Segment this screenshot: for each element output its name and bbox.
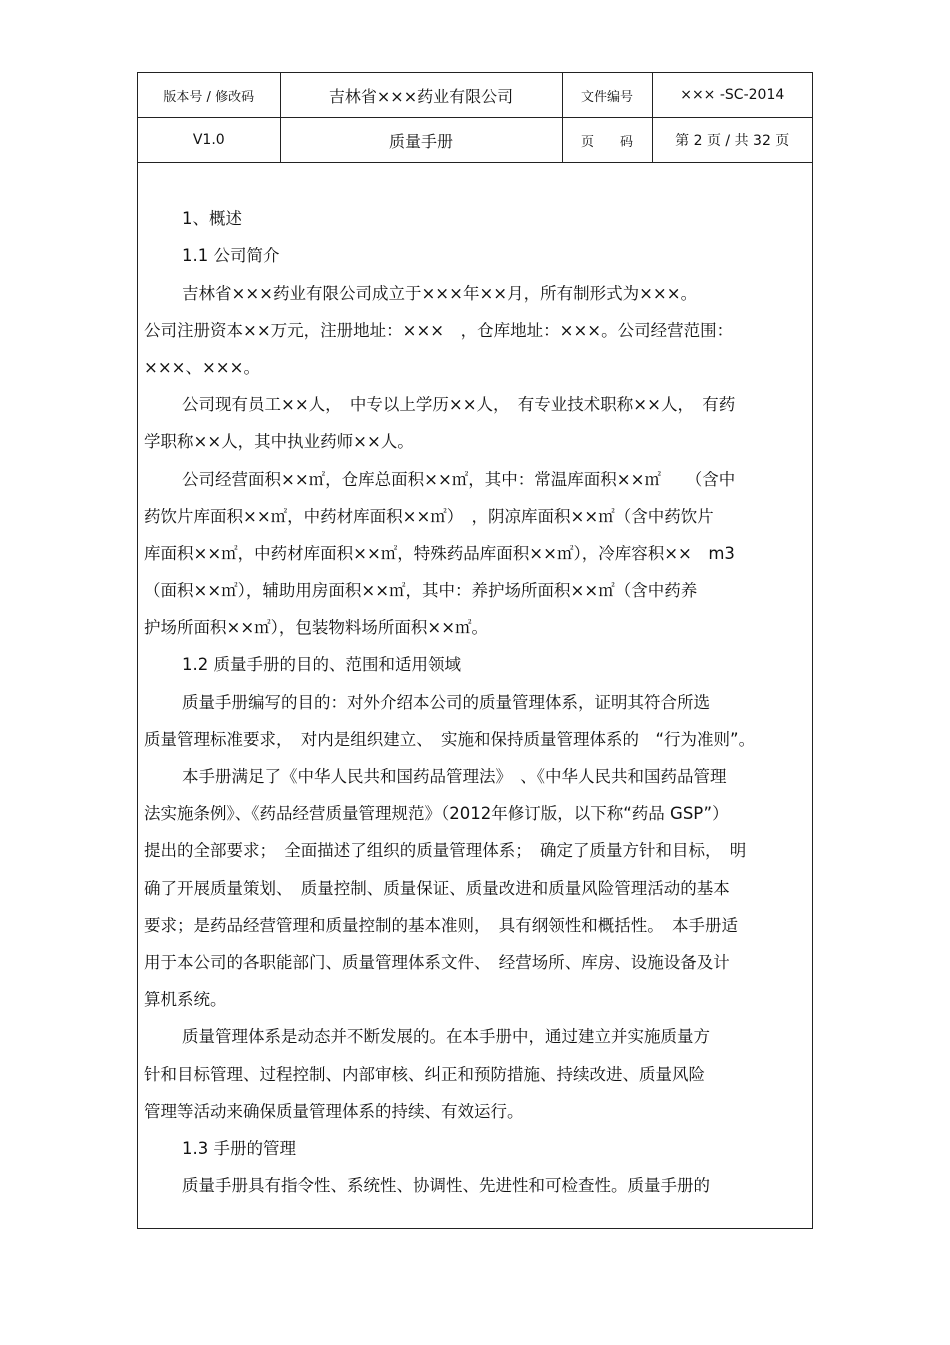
paragraph-line: 针和目标管理、过程控制、内部审核、纠正和预防措施、持续改进、质量风险 <box>144 1064 705 1084</box>
paragraph-line: 公司经营面积××㎡，仓库总面积××㎡，其中：常温库面积××㎡ （含中 <box>182 469 736 489</box>
paragraph-line: 吉林省×××药业有限公司成立于×××年××月，所有制形式为×××。 <box>182 283 698 303</box>
header-row-2 <box>138 118 812 163</box>
paragraph-line: （面积××㎡），辅助用房面积××㎡，其中：养护场所面积××㎡（含中药养 <box>144 581 698 601</box>
document-header-table <box>138 73 812 163</box>
paragraph-line: 质量手册编写的目的：对外介绍本公司的质量管理体系，证明其符合所选 <box>182 692 710 712</box>
paragraph-line: 要求；是药品经营管理和质量控制的基本准则， 具有纲领性和概括性。 本手册适 <box>144 915 738 935</box>
paragraph-line: 质量手册具有指令性、系统性、协调性、先进性和可检查性。质量手册的 <box>182 1176 710 1196</box>
company-name: 吉林省×××药业有限公司 <box>280 73 562 118</box>
spacer-line <box>144 163 808 200</box>
header-row-1 <box>138 73 812 118</box>
paragraph-line: 本手册满足了《中华人民共和国药品管理法》 、《中华人民共和国药品管理 <box>182 767 727 786</box>
page-info: 第 2 页 / 共 32 页 <box>652 118 812 163</box>
paragraph-line: 库面积××㎡，中药材库面积××㎡，特殊药品库面积××㎡），冷库容积×× m3 <box>144 543 735 563</box>
paragraph-line: 护场所面积××㎡），包装物料场所面积××㎡。 <box>144 618 489 638</box>
version-label: 版本号 / 修改码 <box>138 73 280 118</box>
doc-number-label: 文件编号 <box>562 73 652 118</box>
document-page <box>137 72 813 1229</box>
paragraph-line: 用于本公司的各职能部门、质量管理体系文件、 经营场所、库房、设施设备及计 <box>144 952 730 972</box>
page-label: 页 码 <box>562 118 652 163</box>
paragraph-line: 管理等活动来确保质量管理体系的持续、有效运行。 <box>144 1101 524 1121</box>
paragraph-line: 算机系统。 <box>144 990 227 1010</box>
paragraph-line: 公司现有员工××人， 中专以上学历××人， 有专业技术职称××人， 有药 <box>182 395 736 415</box>
paragraph-line: 质量管理标准要求， 对内是组织建立、 实施和保持质量管理体系的 “行为准则”。 <box>144 729 756 749</box>
subsection-heading: 1.1 公司简介 <box>182 246 280 266</box>
subsection-heading: 1.2 质量手册的目的、范围和适用领域 <box>182 655 461 675</box>
paragraph-line: 药饮片库面积××㎡，中药材库面积××㎡） ，阴凉库面积××㎡（含中药饮片 <box>144 506 714 526</box>
section-heading: 1、概述 <box>182 209 242 229</box>
paragraph-line: 提出的全部要求； 全面描述了组织的质量管理体系； 确定了质量方针和目标， 明 <box>144 841 747 861</box>
paragraph-line: 质量管理体系是动态并不断发展的。在本手册中，通过建立并实施质量方 <box>182 1027 710 1047</box>
paragraph-line: 公司注册资本××万元，注册地址：××× ，仓库地址：×××。公司经营范围： <box>144 320 734 340</box>
doc-number: ××× -SC-2014 <box>652 73 812 118</box>
paragraph-line: 确了开展质量策划、 质量控制、质量保证、质量改进和质量风险管理活动的基本 <box>144 878 730 898</box>
paragraph-line: 法实施条例》、《药品经营质量管理规范》（2012年修订版，以下称“药品 GSP”） <box>144 804 729 824</box>
version-value: V1.0 <box>138 118 280 163</box>
paragraph-line: ×××、×××。 <box>144 357 260 377</box>
document-title: 质量手册 <box>280 118 562 163</box>
document-body <box>144 163 808 1204</box>
paragraph-line: 学职称××人，其中执业药师××人。 <box>144 432 414 452</box>
subsection-heading: 1.3 手册的管理 <box>182 1138 296 1158</box>
